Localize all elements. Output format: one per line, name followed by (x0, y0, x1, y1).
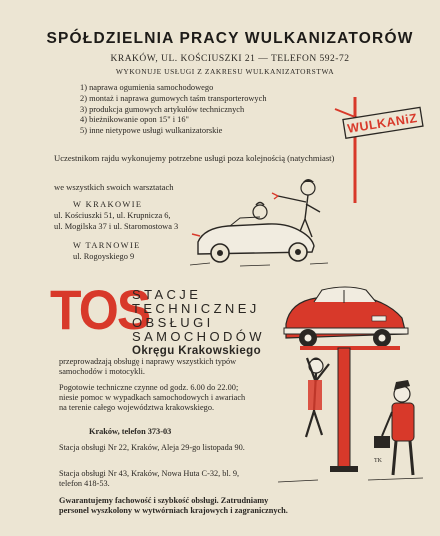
tos-region: Okręgu Krakowskiego (132, 345, 262, 357)
service-item: 3) produkcja gumowych artykułów technicznych (80, 104, 245, 114)
tos-name-line: TECHNICZNEJ (132, 301, 260, 316)
artist-signature: TK (374, 458, 382, 464)
tos-logo: TOS (50, 278, 150, 341)
tos-name-line: OBSŁUGI (132, 315, 214, 330)
rally-note: Uczestnikom rajdu wykonujemy potrzebne usługi poza kolejnością (natychmiast) (54, 153, 335, 163)
workshops-note: we wszystkich swoich warsztatach (54, 182, 174, 192)
cooperative-title: SPÓŁDZIELNIA PRACY WULKANIZATORÓW (46, 30, 414, 47)
tos-name-block (132, 288, 297, 358)
krakow-address-line: ul. Mogilska 37 i ul. Staromostowa 3 (54, 221, 179, 231)
station-43-text: Stacja obsługi Nr 43, Kraków, Nowa Huta C-32, bl. 9, telefon 418-53. (59, 469, 240, 488)
cooperative-address: KRAKÓW, UL. KOŚCIUSZKI 21 — TELEFON 592-72 (110, 54, 350, 64)
tos-service-text: przeprowadzają obsługę i naprawy wszystkich typów samochodów i motocykli. (59, 357, 237, 376)
tos-phone: Kraków, telefon 373-03 (89, 427, 172, 436)
guarantee-text: Gwarantujemy fachowość i szybkość obsługi. Zatrudniamy personel wyszkolony w wytwórniach krajowych i zagranicznych. (59, 496, 288, 515)
tos-name-line: SAMOCHODÓW (132, 329, 265, 344)
service-item: 1) naprawa ogumienia samochodowego (80, 83, 214, 92)
tos-name-line: STACJE (132, 287, 202, 302)
car-cartoon-illustration (190, 170, 340, 275)
car-lift-illustration (278, 282, 428, 517)
tarnow-heading: W TARNOWIE (73, 241, 141, 250)
service-item: 2) montaż i naprawa gumowych taśm transporterowych (80, 93, 267, 103)
services-list (80, 83, 330, 137)
tarnow-address: ul. Rogoyskiego 9 (73, 252, 135, 261)
krakow-address-line: ul. Kościuszki 51, ul. Krupnicza 6, (54, 211, 171, 220)
services-intro: WYKONUJE USŁUGI Z ZAKRESU WULKANIZATORSTWA (115, 67, 335, 76)
tos-emergency-text: Pogotowie techniczne czynne od godz. 6.00 do 22.00; niesie pomoc w wypadkach samochodowych i awariach na terenie całego województwa krakowskiego. (59, 383, 246, 412)
station-22-text: Stacja obsługi Nr 22, Kraków, Aleja 29-go listopada 90. (59, 443, 245, 452)
krakow-heading: W KRAKOWIE (73, 200, 143, 209)
sign-label: WULKANiZ (346, 110, 419, 136)
service-item: 5) inne nietypowe usługi wulkanizatorskie (80, 126, 223, 136)
service-item: 4) bieżnikowanie opon 15" i 16" (80, 115, 189, 125)
